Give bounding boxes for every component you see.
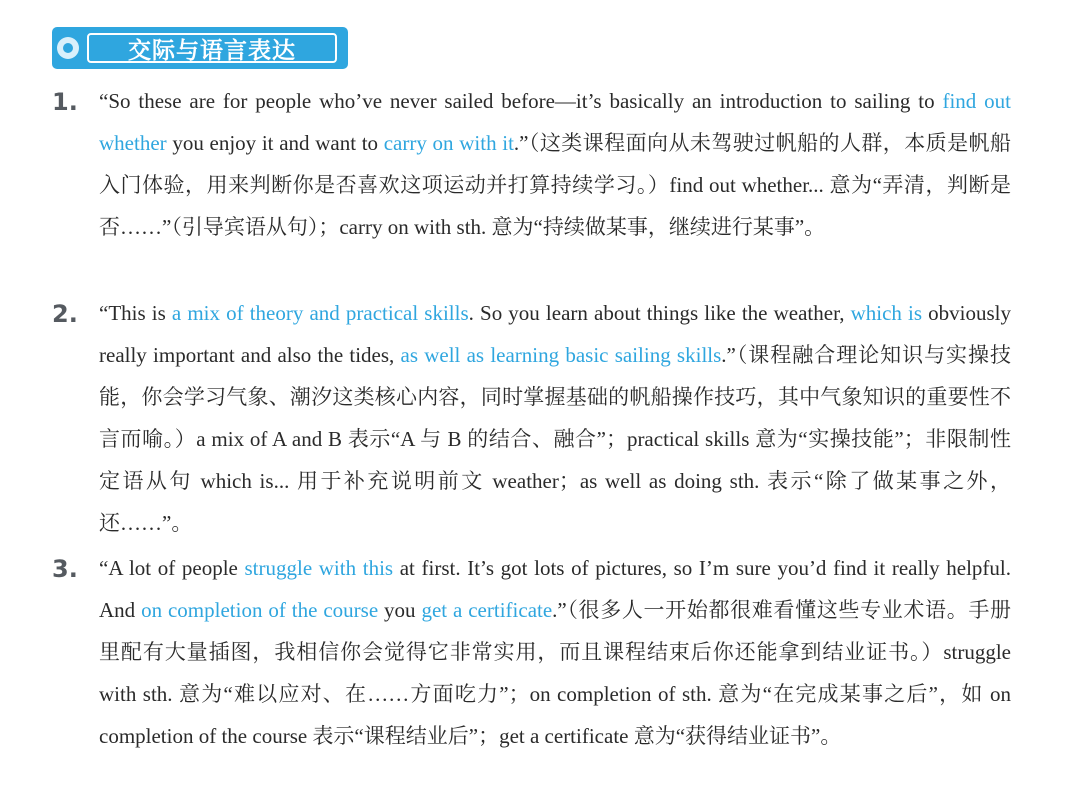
item-text [99,547,1011,757]
item-number: 2. [52,300,78,328]
text-segment: obviously really important and also the tides, [99,301,1012,367]
highlight-phrase: carry on with it [383,131,514,155]
section-title-box [87,33,337,63]
highlight-phrase: on completion of the course [141,598,379,622]
circle-bullet-icon [57,37,79,59]
text-segment: you [378,598,422,622]
text-segment: .”（课程融合理论知识与实操技能，你会学习气象、潮汐这类核心内容，同时掌握基础的帆船操作技巧，其中气象知识的重要性不言而喻。）a mix of A and B 表示“A 与 B 的结合、融合”；practical skills 意为“实操技能”；非限制性定语从句 which is... 用于补充说明前文 weather；as well as doing sth. 表示“除了做某事之外，还……”。 [99,343,1012,535]
text-segment: you enjoy it and want to [166,131,384,155]
text-segment: . So you learn about things like the weather, [468,301,851,325]
text-segment: .”（这类课程面向从未驾驶过帆船的人群，本质是帆船入门体验，用来判断你是否喜欢这项运动并打算持续学习。）find out whether... 意为“弄清，判断是否……”（引导宾语从句）；carry on with sth. 意为“持续做某事，继续进行某事”。 [99,131,1011,239]
highlight-phrase: a mix of theory and practical skills [171,301,469,325]
highlight-phrase: as well as learning basic sailing skills [400,343,722,367]
highlight-phrase: struggle with this [244,556,394,580]
item-text [99,80,1011,248]
text-segment: “This is [99,301,172,325]
section-header [52,27,348,69]
highlight-phrase: get a certificate [421,598,553,622]
text-segment: at first. It’s got lots of pictures, so I’m sure you’d find it really helpful. And [99,556,1011,622]
section-title: 交际与语言表达 [128,37,296,64]
item-number: 3. [52,555,78,583]
text-segment: “So these are for people who’ve never sailed before—it’s basically an introduction to sailing to [99,89,943,113]
text-segment: “A lot of people [99,556,245,580]
text-segment: .”（很多人一开始都很难看懂这些专业术语。手册里配有大量插图，我相信你会觉得它非常实用，而且课程结束后你还能拿到结业证书。）struggle with sth. 意为“难以应对、在……方面吃力”；on completion of sth. 意为“在完成某事之后”，如 on completion of the course 表示“课程结业后”；get a certificate 意为“获得结业证书”。 [99,598,1012,748]
item-text [99,292,1011,544]
highlight-phrase: which is [850,301,923,325]
item-number: 1. [52,88,78,116]
highlight-phrase: find out whether [99,89,1011,155]
